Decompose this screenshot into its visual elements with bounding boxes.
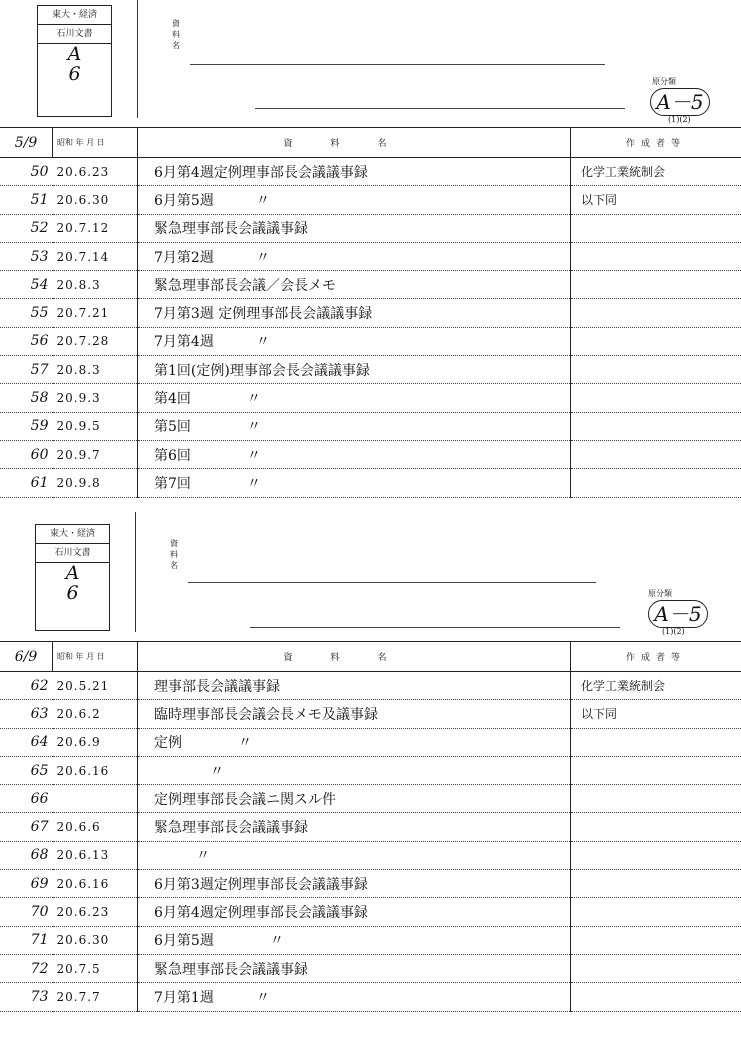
catalog-code-line1: A (65, 562, 80, 584)
date-header: 昭和 年 月 日 (53, 128, 138, 158)
sheet-page-header: 5/9 (0, 128, 53, 158)
table-header-row (0, 128, 741, 158)
row-date: 20.6.13 (53, 841, 138, 869)
row-title: 6月第4週定例理事部長会議議事録 (138, 158, 571, 186)
title-label: 資料名 (170, 539, 178, 570)
row-title: 第1回(定例)理事部会長会議議事録 (138, 356, 571, 384)
title-header: 資料名 (138, 642, 571, 672)
title-label: 資料名 (172, 19, 180, 50)
row-author (571, 870, 741, 898)
row-author (571, 214, 741, 242)
row-number: 61 (0, 469, 53, 497)
catalog-institution: 東大・経済 (36, 525, 109, 544)
row-author (571, 756, 741, 784)
row-author (571, 898, 741, 926)
table-row (0, 214, 741, 242)
row-author (571, 983, 741, 1011)
row-number: 70 (0, 898, 53, 926)
row-date: 20.9.7 (53, 440, 138, 468)
table-row (0, 813, 741, 841)
row-author (571, 242, 741, 270)
row-date: 20.6.30 (53, 186, 138, 214)
row-number: 62 (0, 672, 53, 700)
row-title: 緊急理事部長会議議事録 (138, 214, 571, 242)
row-date: 20.7.12 (53, 214, 138, 242)
row-title: 6月第3週定例理事部長会議議事録 (138, 870, 571, 898)
table-row (0, 158, 741, 186)
row-title: 7月第3週 定例理事部長会議議事録 (138, 299, 571, 327)
row-date: 20.9.5 (53, 412, 138, 440)
row-title: 〃 (138, 756, 571, 784)
classification-label: 原分類 (652, 77, 676, 86)
row-number: 56 (0, 327, 53, 355)
row-author (571, 954, 741, 982)
row-number: 50 (0, 158, 53, 186)
row-title: 緊急理事部長会議議事録 (138, 813, 571, 841)
row-date: 20.7.21 (53, 299, 138, 327)
table-row (0, 728, 741, 756)
table-row (0, 299, 741, 327)
row-title: 6月第5週 〃 (138, 186, 571, 214)
row-title: 第5回 〃 (138, 412, 571, 440)
row-number: 68 (0, 841, 53, 869)
catalog-institution: 東大・経済 (38, 6, 111, 25)
row-number: 51 (0, 186, 53, 214)
row-author (571, 926, 741, 954)
row-title: 臨時理事部長会議会長メモ及議事録 (138, 700, 571, 728)
row-author: 化学工業統制会 (571, 672, 741, 700)
row-author (571, 813, 741, 841)
row-number: 53 (0, 242, 53, 270)
row-date: 20.6.6 (53, 813, 138, 841)
row-number: 66 (0, 785, 53, 813)
catalog-stamp (37, 5, 112, 117)
row-author (571, 271, 741, 299)
header-divider (137, 0, 138, 118)
row-author (571, 299, 741, 327)
table-row (0, 242, 741, 270)
row-number: 69 (0, 870, 53, 898)
classification-sub: (1)(2) (668, 115, 691, 124)
records-table (0, 127, 741, 498)
author-header: 作成者等 (571, 642, 741, 672)
catalog-collection: 石川文書 (36, 544, 109, 563)
table-row (0, 756, 741, 784)
row-title: 7月第2週 〃 (138, 242, 571, 270)
row-date (53, 785, 138, 813)
row-author (571, 469, 741, 497)
table-row (0, 271, 741, 299)
row-author: 以下同 (571, 186, 741, 214)
catalog-sheet-2 (0, 512, 741, 1049)
row-date: 20.6.23 (53, 898, 138, 926)
row-date: 20.9.8 (53, 469, 138, 497)
table-row (0, 898, 741, 926)
row-title: 定例 〃 (138, 728, 571, 756)
row-date: 20.6.9 (53, 728, 138, 756)
table-row (0, 785, 741, 813)
table-row (0, 841, 741, 869)
row-date: 20.6.30 (53, 926, 138, 954)
row-title: 7月第1週 〃 (138, 983, 571, 1011)
date-header: 昭和 年 月 日 (53, 642, 138, 672)
row-date: 20.8.3 (53, 356, 138, 384)
row-number: 54 (0, 271, 53, 299)
catalog-sheet-1 (0, 0, 741, 512)
row-date: 20.8.3 (53, 271, 138, 299)
catalog-code-line2: 6 (66, 582, 79, 604)
row-title: 第4回 〃 (138, 384, 571, 412)
title-line (190, 64, 605, 65)
author-header: 作成者等 (571, 128, 741, 158)
row-author (571, 384, 741, 412)
row-number: 73 (0, 983, 53, 1011)
row-author (571, 412, 741, 440)
table-row (0, 356, 741, 384)
row-number: 60 (0, 440, 53, 468)
table-row (0, 983, 741, 1011)
row-date: 20.7.28 (53, 327, 138, 355)
title-line-2 (250, 627, 620, 628)
title-line (188, 582, 596, 583)
table-row (0, 327, 741, 355)
classification-label: 原分類 (648, 589, 672, 598)
row-number: 72 (0, 954, 53, 982)
catalog-stamp (35, 524, 110, 631)
row-date: 20.7.14 (53, 242, 138, 270)
row-date: 20.6.16 (53, 756, 138, 784)
table-row (0, 672, 741, 700)
row-author (571, 785, 741, 813)
sheet-page-header: 6/9 (0, 642, 53, 672)
table-row (0, 412, 741, 440)
catalog-code-line1: A (67, 43, 82, 65)
row-title: 6月第5週 〃 (138, 926, 571, 954)
table-row (0, 954, 741, 982)
row-number: 63 (0, 700, 53, 728)
row-title: 理事部長会議議事録 (138, 672, 571, 700)
row-title: 緊急理事部長会議／会長メモ (138, 271, 571, 299)
classification-sub: (1)(2) (662, 627, 685, 636)
table-row (0, 186, 741, 214)
row-date: 20.5.21 (53, 672, 138, 700)
row-date: 20.7.7 (53, 983, 138, 1011)
row-number: 67 (0, 813, 53, 841)
row-title: 6月第4週定例理事部長会議議事録 (138, 898, 571, 926)
records-table (0, 641, 741, 1012)
row-author (571, 728, 741, 756)
row-title: 7月第4週 〃 (138, 327, 571, 355)
table-row (0, 870, 741, 898)
row-date: 20.9.3 (53, 384, 138, 412)
row-title: 第6回 〃 (138, 440, 571, 468)
row-number: 59 (0, 412, 53, 440)
row-number: 52 (0, 214, 53, 242)
row-date: 20.7.5 (53, 954, 138, 982)
row-number: 65 (0, 756, 53, 784)
row-title: 〃 (138, 841, 571, 869)
row-number: 58 (0, 384, 53, 412)
table-row (0, 384, 741, 412)
table-row (0, 926, 741, 954)
row-author: 以下同 (571, 700, 741, 728)
row-number: 55 (0, 299, 53, 327)
table-row (0, 440, 741, 468)
row-date: 20.6.2 (53, 700, 138, 728)
row-number: 71 (0, 926, 53, 954)
title-header: 資料名 (138, 128, 571, 158)
row-author (571, 440, 741, 468)
classification-code: A－5 (648, 600, 708, 628)
title-line-2 (255, 108, 625, 109)
classification-code: A－5 (650, 88, 710, 116)
table-row (0, 469, 741, 497)
catalog-code-line2: 6 (68, 63, 81, 85)
catalog-collection: 石川文書 (38, 25, 111, 44)
header-divider (135, 512, 136, 632)
row-date: 20.6.23 (53, 158, 138, 186)
row-author (571, 327, 741, 355)
row-title: 緊急理事部長会議議事録 (138, 954, 571, 982)
row-author: 化学工業統制会 (571, 158, 741, 186)
row-title: 第7回 〃 (138, 469, 571, 497)
table-header-row (0, 642, 741, 672)
row-author (571, 841, 741, 869)
row-title: 定例理事部長会議ニ関スル件 (138, 785, 571, 813)
row-date: 20.6.16 (53, 870, 138, 898)
row-number: 57 (0, 356, 53, 384)
row-author (571, 356, 741, 384)
row-number: 64 (0, 728, 53, 756)
table-row (0, 700, 741, 728)
